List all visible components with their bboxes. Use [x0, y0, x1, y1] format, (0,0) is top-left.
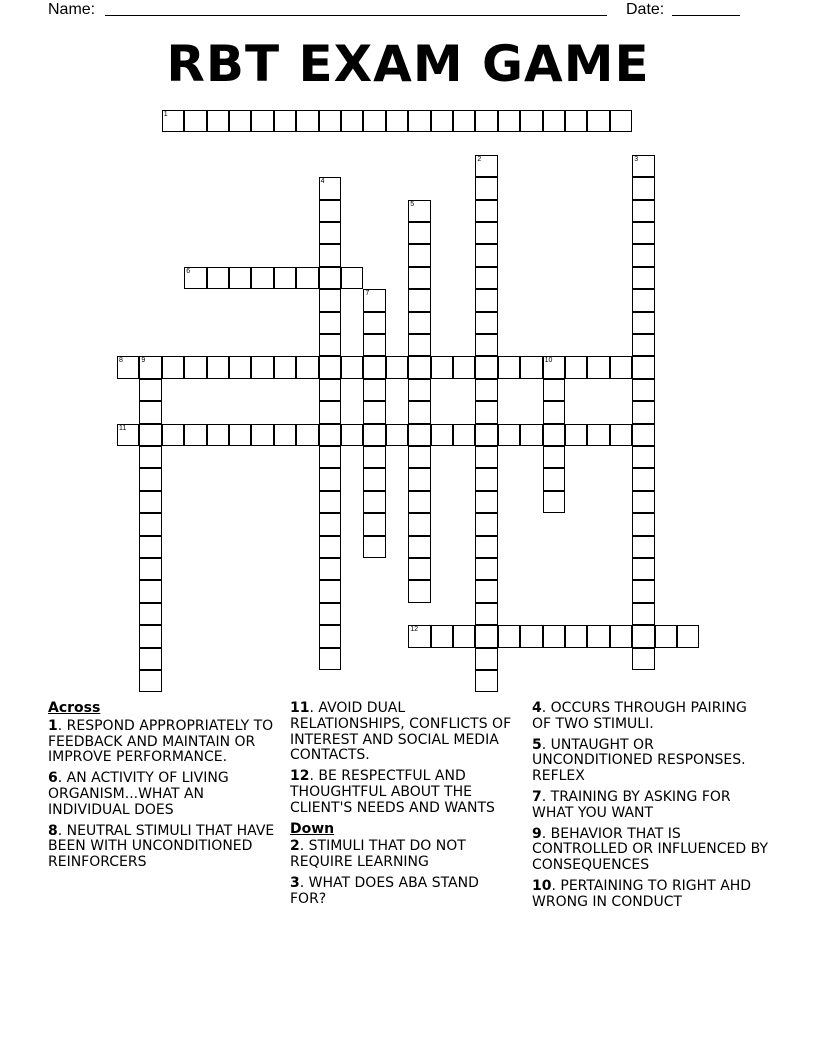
grid-cell[interactable]: [543, 468, 565, 490]
grid-cell[interactable]: [475, 379, 497, 401]
grid-cell[interactable]: [296, 356, 318, 378]
grid-cell[interactable]: [319, 244, 341, 266]
grid-cell[interactable]: [408, 513, 430, 535]
grid-cell[interactable]: [251, 110, 273, 132]
grid-cell[interactable]: [363, 513, 385, 535]
grid-cell[interactable]: [363, 110, 385, 132]
grid-cell[interactable]: [319, 379, 341, 401]
grid-cell[interactable]: [655, 625, 677, 647]
grid-cell[interactable]: [207, 356, 229, 378]
grid-cell[interactable]: [319, 625, 341, 647]
grid-cell[interactable]: [610, 424, 632, 446]
clue-number: 11: [119, 424, 127, 432]
grid-cell[interactable]: [229, 356, 251, 378]
grid-cell[interactable]: [632, 536, 654, 558]
grid-cell[interactable]: [162, 424, 184, 446]
grid-cell[interactable]: [229, 110, 251, 132]
grid-cell[interactable]: [475, 177, 497, 199]
grid-cell[interactable]: [632, 379, 654, 401]
grid-cell[interactable]: [319, 267, 341, 289]
clue-number: 7: [365, 290, 370, 298]
grid-cell[interactable]: [139, 580, 161, 602]
grid-cell[interactable]: [632, 580, 654, 602]
grid-cell[interactable]: [363, 424, 385, 446]
grid-cell[interactable]: [431, 424, 453, 446]
down-clue-list-continued: [532, 701, 768, 911]
grid-cell[interactable]: [408, 312, 430, 334]
grid-cell[interactable]: [251, 356, 273, 378]
grid-cell[interactable]: [408, 536, 430, 558]
grid-cell[interactable]: [319, 446, 341, 468]
grid-cell[interactable]: [431, 356, 453, 378]
grid-cell[interactable]: [319, 536, 341, 558]
grid-cell[interactable]: [319, 468, 341, 490]
clue-item-text: TRAINING BY ASKING FOR WHAT YOU WANT: [532, 788, 731, 821]
grid-cell[interactable]: [274, 356, 296, 378]
clue-item-number: 3: [290, 874, 300, 891]
name-label: Name:: [48, 1, 96, 18]
grid-cell[interactable]: [184, 424, 206, 446]
grid-cell[interactable]: [207, 267, 229, 289]
grid-cell[interactable]: [475, 446, 497, 468]
clue-item-number: 5: [532, 736, 542, 753]
grid-cell[interactable]: [632, 356, 654, 378]
grid-cell[interactable]: [386, 110, 408, 132]
grid-cell[interactable]: [632, 446, 654, 468]
grid-cell[interactable]: [475, 536, 497, 558]
grid-cell[interactable]: [184, 356, 206, 378]
clues-column-3: [532, 701, 768, 916]
grid-cell[interactable]: [408, 625, 430, 647]
grid-cell[interactable]: [386, 356, 408, 378]
grid-cell[interactable]: [319, 491, 341, 513]
grid-cell[interactable]: [431, 110, 453, 132]
grid-cell[interactable]: [475, 580, 497, 602]
grid-cell[interactable]: [677, 625, 699, 647]
clue-number: 5: [410, 200, 415, 208]
grid-cell[interactable]: [475, 312, 497, 334]
grid-cell[interactable]: [632, 334, 654, 356]
clue-item: 3. WHAT DOES ABA STAND FOR?: [290, 874, 479, 907]
grid-cell[interactable]: [543, 401, 565, 423]
grid-cell[interactable]: [139, 648, 161, 670]
grid-cell[interactable]: [229, 267, 251, 289]
grid-cell[interactable]: [363, 468, 385, 490]
clue-item: 4. OCCURS THROUGH PAIRING OF TWO STIMULI.: [532, 700, 747, 732]
clue-item: 7. TRAINING BY ASKING FOR WHAT YOU WANT: [532, 788, 731, 821]
grid-cell[interactable]: [408, 222, 430, 244]
grid-cell[interactable]: [139, 379, 161, 401]
grid-cell[interactable]: [408, 424, 430, 446]
puzzle-title: RBT EXAM GAME: [166, 35, 650, 93]
grid-cell[interactable]: [431, 625, 453, 647]
grid-cell[interactable]: [632, 401, 654, 423]
clue-item: 1. RESPOND APPROPRIATELY TO FEEDBACK AND MAINTAIN OR IMPROVE PERFORMANCE.: [48, 717, 274, 766]
grid-cell[interactable]: [565, 424, 587, 446]
grid-cell[interactable]: [319, 603, 341, 625]
grid-cell[interactable]: [498, 424, 520, 446]
grid-cell[interactable]: [632, 513, 654, 535]
grid-cell[interactable]: [408, 200, 430, 222]
grid-cell[interactable]: [319, 312, 341, 334]
grid-cell[interactable]: [475, 648, 497, 670]
grid-cell[interactable]: [229, 424, 251, 446]
clue-item-text: OCCURS THROUGH PAIRING OF TWO STIMULI.: [532, 700, 747, 732]
grid-cell[interactable]: [475, 491, 497, 513]
grid-cell[interactable]: [587, 110, 609, 132]
grid-cell[interactable]: [475, 424, 497, 446]
grid-cell[interactable]: [632, 222, 654, 244]
down-clue-list: [290, 839, 515, 907]
grid-cell[interactable]: [363, 379, 385, 401]
grid-cell[interactable]: [319, 110, 341, 132]
grid-cell[interactable]: [139, 424, 161, 446]
clue-item: 9. BEHAVIOR THAT IS CONTROLLED OR INFLUENCED BY CONSEQUENCES: [532, 825, 769, 874]
grid-cell[interactable]: [274, 267, 296, 289]
clue-item: 10. PERTAINING TO RIGHT AHD WRONG IN CONDUCT: [532, 877, 752, 910]
grid-cell[interactable]: [610, 110, 632, 132]
grid-cell[interactable]: [475, 267, 497, 289]
clue-item-number: 6: [48, 770, 58, 787]
grid-cell[interactable]: [363, 312, 385, 334]
grid-cell[interactable]: [520, 356, 542, 378]
grid-cell[interactable]: [498, 625, 520, 647]
grid-cell[interactable]: [543, 356, 565, 378]
grid-cell[interactable]: [408, 446, 430, 468]
grid-cell[interactable]: [475, 289, 497, 311]
grid-cell[interactable]: [543, 446, 565, 468]
clue-number: 6: [186, 267, 191, 275]
grid-cell[interactable]: [408, 244, 430, 266]
grid-cell[interactable]: [632, 200, 654, 222]
grid-cell[interactable]: [408, 491, 430, 513]
grid-cell[interactable]: [184, 110, 206, 132]
across-clue-list: [48, 719, 284, 871]
clue-item: 2. STIMULI THAT DO NOT REQUIRE LEARNING: [290, 838, 466, 871]
grid-cell[interactable]: [319, 356, 341, 378]
grid-cell[interactable]: [632, 603, 654, 625]
clues-column-2: [290, 701, 515, 913]
grid-cell[interactable]: [319, 401, 341, 423]
grid-cell[interactable]: [632, 491, 654, 513]
grid-cell[interactable]: [453, 110, 475, 132]
grid-cell[interactable]: [319, 648, 341, 670]
grid-cell[interactable]: [453, 424, 475, 446]
grid-cell[interactable]: [319, 424, 341, 446]
grid-cell[interactable]: [139, 401, 161, 423]
clue-number: 12: [410, 626, 418, 634]
clue-item: 8. NEUTRAL STIMULI THAT HAVE BEEN WITH UNCONDITIONED REINFORCERS: [48, 822, 275, 871]
grid-cell[interactable]: [363, 536, 385, 558]
grid-cell[interactable]: [319, 334, 341, 356]
clue-item-number: 8: [48, 822, 58, 839]
grid-cell[interactable]: [319, 580, 341, 602]
grid-cell[interactable]: [162, 110, 184, 132]
grid-cell[interactable]: [475, 155, 497, 177]
grid-cell[interactable]: [475, 625, 497, 647]
clue-item-number: 4: [532, 700, 542, 716]
clue-item-text: AN ACTIVITY OF LIVING ORGANISM...WHAT AN INDIVIDUAL DOES: [48, 770, 229, 818]
grid-cell[interactable]: [632, 177, 654, 199]
grid-cell[interactable]: [587, 356, 609, 378]
grid-cell[interactable]: [632, 424, 654, 446]
grid-cell[interactable]: [319, 289, 341, 311]
grid-cell[interactable]: [543, 379, 565, 401]
grid-cell[interactable]: [543, 110, 565, 132]
grid-cell[interactable]: [296, 267, 318, 289]
grid-cell[interactable]: [117, 356, 139, 378]
grid-cell[interactable]: [363, 334, 385, 356]
grid-cell[interactable]: [319, 200, 341, 222]
grid-cell[interactable]: [475, 110, 497, 132]
clue-item-text: BE RESPECTFUL AND THOUGHTFUL ABOUT THE CLIENT'S NEEDS AND WANTS: [290, 768, 495, 816]
grid-cell[interactable]: [475, 222, 497, 244]
grid-cell[interactable]: [475, 670, 497, 692]
grid-cell[interactable]: [475, 244, 497, 266]
clue-item-text: RESPOND APPROPRIATELY TO FEEDBACK AND MAINTAIN OR IMPROVE PERFORMANCE.: [48, 717, 274, 766]
grid-cell[interactable]: [319, 558, 341, 580]
grid-cell[interactable]: [520, 625, 542, 647]
grid-cell[interactable]: [565, 356, 587, 378]
grid-cell[interactable]: [408, 401, 430, 423]
grid-cell[interactable]: [475, 468, 497, 490]
grid-cell[interactable]: [632, 648, 654, 670]
grid-cell[interactable]: [475, 603, 497, 625]
clue-number: 3: [634, 155, 639, 163]
grid-cell[interactable]: [408, 334, 430, 356]
down-heading: Down: [290, 820, 335, 837]
grid-cell[interactable]: [296, 110, 318, 132]
grid-cell[interactable]: [632, 468, 654, 490]
clue-item-number: 10: [532, 877, 552, 894]
grid-cell[interactable]: [139, 603, 161, 625]
grid-cell[interactable]: [408, 110, 430, 132]
grid-cell[interactable]: [139, 356, 161, 378]
grid-cell[interactable]: [319, 177, 341, 199]
grid-cell[interactable]: [408, 289, 430, 311]
clue-item-number: 7: [532, 788, 542, 805]
clue-item-text: UNTAUGHT OR UNCONDITIONED RESPONSES. REFLEX: [532, 736, 746, 785]
grid-cell[interactable]: [319, 222, 341, 244]
clue-item-number: 12: [290, 768, 310, 785]
clue-item-text: WHAT DOES ABA STAND FOR?: [290, 874, 479, 907]
clue-item-text: AVOID DUAL RELATIONSHIPS, CONFLICTS OF INTEREST AND SOCIAL MEDIA CONTACTS.: [290, 700, 512, 764]
clue-item-text: BEHAVIOR THAT IS CONTROLLED OR INFLUENCED BY CONSEQUENCES: [532, 825, 769, 874]
grid-cell[interactable]: [632, 155, 654, 177]
grid-cell[interactable]: [475, 356, 497, 378]
grid-cell[interactable]: [319, 513, 341, 535]
grid-cell[interactable]: [543, 424, 565, 446]
clue-item-number: 2: [290, 838, 300, 855]
grid-cell[interactable]: [386, 424, 408, 446]
grid-cell[interactable]: [498, 356, 520, 378]
grid-cell[interactable]: [632, 625, 654, 647]
grid-cell[interactable]: [363, 446, 385, 468]
grid-cell[interactable]: [408, 558, 430, 580]
clue-item-number: 1: [48, 717, 58, 734]
grid-cell[interactable]: [632, 244, 654, 266]
grid-cell[interactable]: [475, 200, 497, 222]
grid-cell[interactable]: [251, 424, 273, 446]
grid-cell[interactable]: [408, 267, 430, 289]
clue-item-text: STIMULI THAT DO NOT REQUIRE LEARNING: [290, 838, 466, 871]
grid-cell[interactable]: [341, 356, 363, 378]
grid-cell[interactable]: [139, 491, 161, 513]
grid-cell[interactable]: [363, 491, 385, 513]
grid-cell[interactable]: [543, 491, 565, 513]
grid-cell[interactable]: [475, 513, 497, 535]
grid-cell[interactable]: [274, 110, 296, 132]
across-heading: Across: [48, 700, 101, 716]
grid-cell[interactable]: [632, 289, 654, 311]
clues-column-1: [48, 701, 284, 876]
grid-cell[interactable]: [632, 312, 654, 334]
grid-cell[interactable]: [139, 468, 161, 490]
grid-cell[interactable]: [453, 356, 475, 378]
clue-item: 12. BE RESPECTFUL AND THOUGHTFUL ABOUT THE CLIENT'S NEEDS AND WANTS: [290, 768, 495, 816]
clue-number: 4: [320, 178, 325, 186]
grid-cell[interactable]: [363, 289, 385, 311]
grid-cell[interactable]: [363, 401, 385, 423]
grid-cell[interactable]: [520, 110, 542, 132]
clue-item-number: 11: [290, 700, 310, 716]
grid-cell[interactable]: [565, 625, 587, 647]
grid-cell[interactable]: [453, 625, 475, 647]
grid-cell[interactable]: [139, 625, 161, 647]
grid-cell[interactable]: [139, 446, 161, 468]
grid-cell[interactable]: [408, 468, 430, 490]
grid-cell[interactable]: [139, 558, 161, 580]
grid-cell[interactable]: [610, 356, 632, 378]
grid-cell[interactable]: [296, 424, 318, 446]
grid-cell[interactable]: [520, 424, 542, 446]
clue-item: 6. AN ACTIVITY OF LIVING ORGANISM...WHAT AN INDIVIDUAL DOES: [48, 770, 229, 818]
grid-cell[interactable]: [162, 356, 184, 378]
grid-cell[interactable]: [587, 424, 609, 446]
grid-cell[interactable]: [610, 625, 632, 647]
clue-number: 9: [141, 357, 146, 365]
clue-item-number: 9: [532, 825, 542, 842]
grid-cell[interactable]: [117, 424, 139, 446]
clue-item-text: PERTAINING TO RIGHT AHD WRONG IN CONDUCT: [532, 877, 752, 910]
grid-cell[interactable]: [498, 110, 520, 132]
across-clue-list-continued: [290, 701, 515, 817]
clue-item: 11. AVOID DUAL RELATIONSHIPS, CONFLICTS OF INTEREST AND SOCIAL MEDIA CONTACTS.: [290, 700, 512, 764]
grid-cell[interactable]: [341, 424, 363, 446]
grid-cell[interactable]: [139, 670, 161, 692]
grid-cell[interactable]: [587, 625, 609, 647]
grid-cell[interactable]: [408, 356, 430, 378]
grid-cell[interactable]: [207, 110, 229, 132]
grid-cell[interactable]: [139, 536, 161, 558]
grid-cell[interactable]: [475, 334, 497, 356]
grid-cell[interactable]: [632, 267, 654, 289]
grid-cell[interactable]: [207, 424, 229, 446]
grid-cell[interactable]: [341, 110, 363, 132]
grid-cell[interactable]: [475, 558, 497, 580]
grid-cell[interactable]: [543, 625, 565, 647]
clue-number: 2: [477, 155, 482, 163]
grid-cell[interactable]: [251, 267, 273, 289]
clue-number: 10: [544, 357, 553, 365]
grid-cell[interactable]: [139, 513, 161, 535]
grid-cell[interactable]: [475, 401, 497, 423]
grid-cell[interactable]: [274, 424, 296, 446]
grid-cell[interactable]: [408, 580, 430, 602]
clue-item: 5. UNTAUGHT OR UNCONDITIONED RESPONSES. REFLEX: [532, 736, 746, 785]
grid-cell[interactable]: [565, 110, 587, 132]
grid-cell[interactable]: [341, 267, 363, 289]
clue-item-text: NEUTRAL STIMULI THAT HAVE BEEN WITH UNCONDITIONED REINFORCERS: [48, 822, 275, 871]
date-label: Date:: [626, 1, 665, 18]
grid-cell[interactable]: [363, 356, 385, 378]
grid-cell[interactable]: [632, 558, 654, 580]
clue-number: 1: [163, 111, 168, 118]
grid-cell[interactable]: [408, 379, 430, 401]
clue-number: 8: [119, 357, 123, 365]
grid-cell[interactable]: [184, 267, 206, 289]
